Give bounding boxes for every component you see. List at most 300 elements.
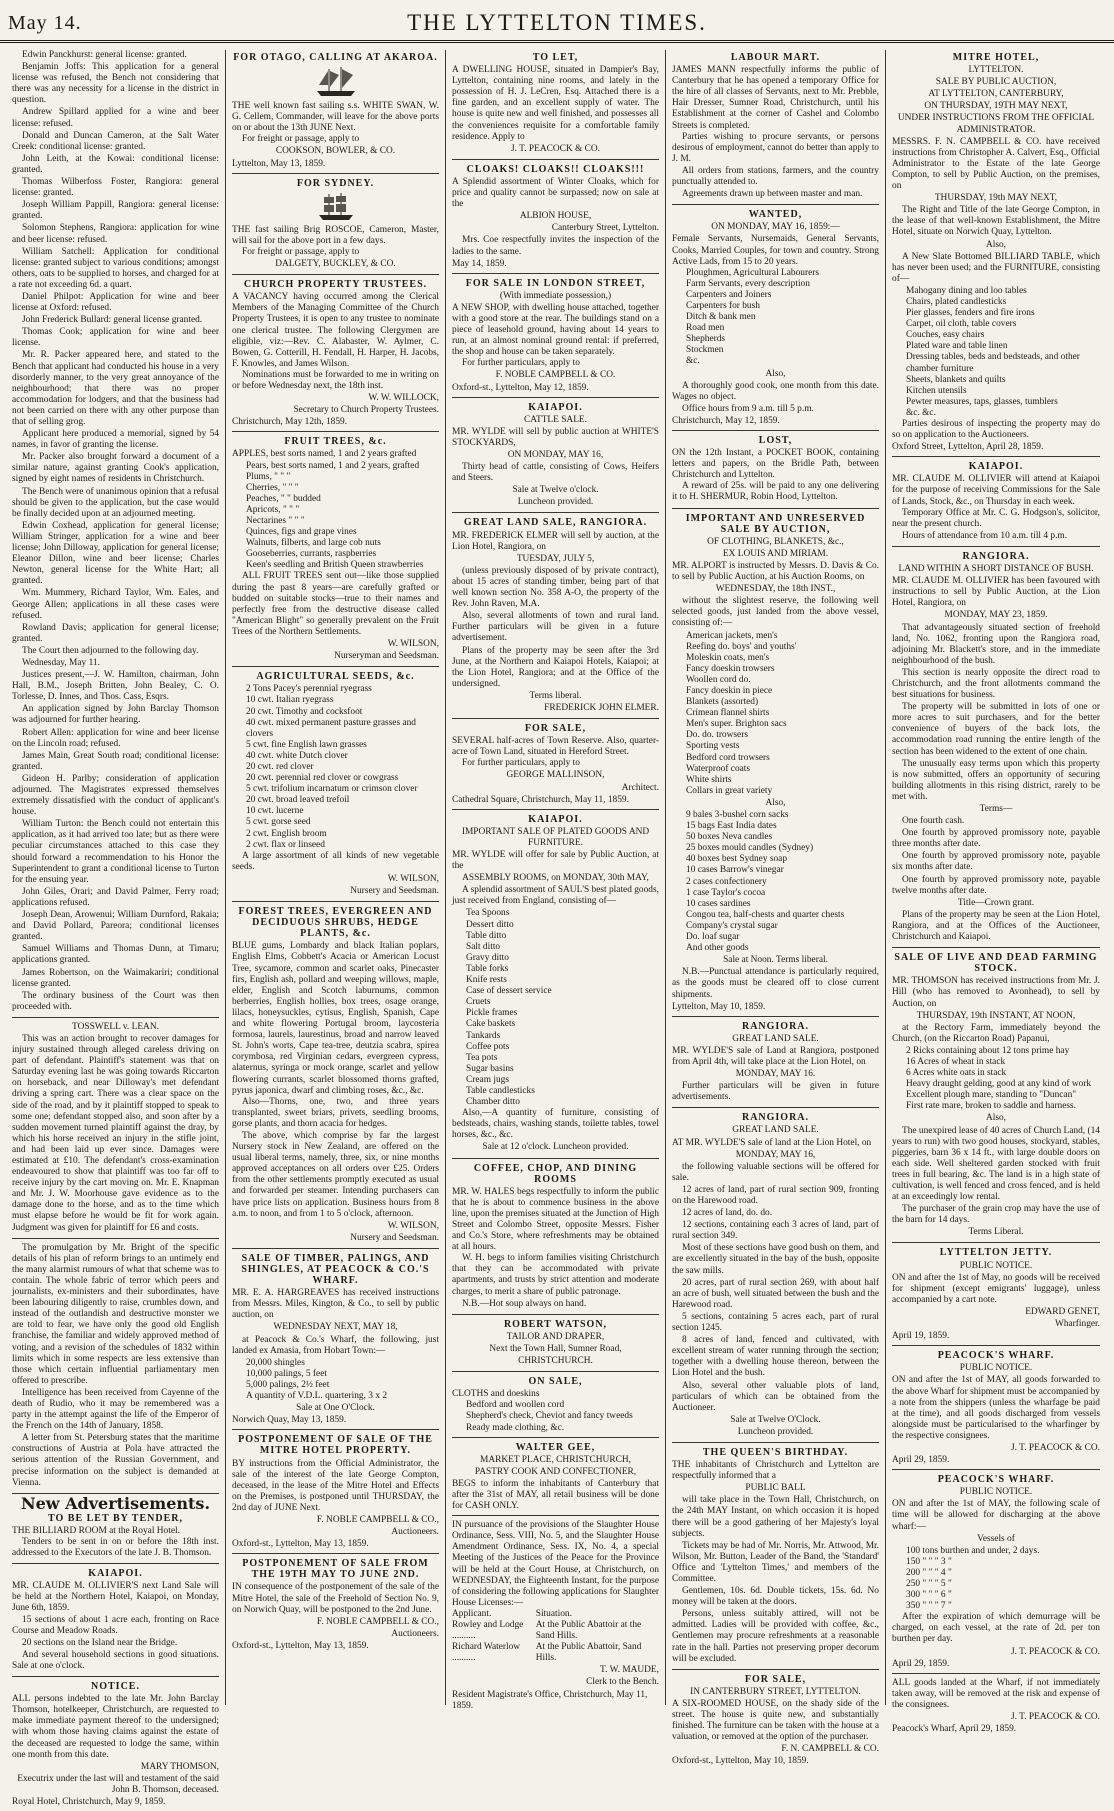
ad-text: Luncheon provided. (517, 497, 594, 508)
ad-text: Terms liberal. (529, 690, 582, 701)
ad-date: April 29, 1859. (892, 1455, 950, 1466)
list-item: Shepherd's check, Cheviot and fancy tweeds (466, 1411, 633, 1422)
ad-text: Thirty head of cattle, consisting of Cows, Heifers and Steers. (452, 462, 659, 484)
list-item: 100 tons burthen and under, 2 days. (906, 1545, 1040, 1556)
table-cell: At the Public Abattoir at the Sand Hills. (535, 1620, 642, 1642)
ad-signature: F. NOBLE CAMPBELL & CO. (495, 370, 616, 381)
goods-landed-notice (892, 1678, 1100, 1738)
report-paragraph: The Bench were of unanimous opinion that a refusal should be given to the application, but the case would be finally decided upon at an adjourned meeting. (12, 486, 219, 519)
list-item: Apricots, " " " (246, 504, 300, 515)
ad-title: ROBERT WATSON, (503, 1318, 608, 1330)
table-row (452, 1642, 659, 1664)
coffee-rooms-ad (452, 1163, 659, 1315)
list-item: Case of dessert service (466, 986, 552, 997)
ad-signature: W. WILSON, (387, 873, 439, 884)
ad-date: Cathedral Square, Christchurch, May 11, 1859. (452, 794, 629, 805)
news-items (12, 1243, 219, 1494)
ad-text: All orders from stations, farmers, and the country punctually attended to. (672, 165, 879, 188)
list-item: Moleskin coats, men's (686, 652, 770, 663)
ad-text: For freight or passage, apply to (242, 246, 360, 257)
ad-text: MR. CLAUDE M. OLLIVIER has been favoured with instructions to sell by Public Auction, at the Lion Hotel, Rangiora, on (892, 576, 1100, 609)
list-item: Shepherds (686, 334, 726, 345)
on-sale-ad (452, 1376, 659, 1437)
ad-signature: J. T. PEACOCK & CO. (1011, 1712, 1100, 1723)
ad-text: Also, several other valuable plots of land, particulars of which can be obtained from the Auctioneer. (672, 1380, 879, 1413)
column-3 (446, 50, 666, 1711)
table-header: Applicant. (452, 1608, 492, 1619)
new-ads-heading: New Advertisements. (20, 1493, 211, 1513)
report-paragraph: William Turton: the Bench could not entertain this application, as it had arrived too late; but as there were peculiar circumstances attached to this case they should forward a recommendation to his Honor the Superintendent to grant a conditional license to Turton for the ensuing year. (12, 819, 219, 885)
ad-text: Sale at 12 o'clock. Luncheon provided. (482, 1142, 629, 1153)
ad-subtitle: MONDAY, MAY 23, 1859. (944, 610, 1048, 621)
ad-date: Lyttelton, May 13, 1859. (232, 158, 326, 169)
list-item: Keen's seedling and British Queen strawberries (246, 560, 424, 571)
table-row (452, 1609, 659, 1620)
ad-text: APPLES, best sorts named, 1 and 2 years grafted (232, 449, 417, 460)
ad-text: The property will be submitted in lots of one or more acres to suit purchasers, and for the better convenience of buyers of the back lots, the accommodation road running the entire length of the section has been widened to the extent of one chain. (892, 702, 1100, 757)
to-let-ad (452, 52, 659, 160)
list-item: Coffee pots (466, 1041, 510, 1052)
ad-signature: DALGETY, BUCKLEY, & CO. (275, 259, 396, 270)
billiard-ad (12, 1513, 219, 1564)
list-item: 10 cwt. Italian ryegrass (246, 695, 334, 706)
ad-text: Female Servants, Nursemaids, General Servants, Cooks, Married Couples, for town and country. Strong Active Lads, from 15 to 20 years. (672, 234, 879, 267)
ad-signature: J. T. PEACOCK & CO. (1011, 1646, 1100, 1657)
labour-mart-ad (672, 52, 879, 205)
ad-text: N.B.—Hot soup always on hand. (462, 1298, 587, 1309)
list-item: And other goods (686, 943, 749, 954)
ad-signature: Architect. (621, 782, 659, 793)
report-paragraph: Rowland Davis; application for general license; granted. (12, 622, 219, 644)
ad-subtitle: MONDAY, MAY 16. (735, 1069, 816, 1080)
ad-subtitle: EX LOUIS AND MIRIAM. (722, 548, 829, 559)
list-item: Mahogany dining and loo tables (906, 285, 1027, 296)
list-item: Cream jugs (466, 1074, 509, 1085)
great-land-sale-ad (452, 517, 659, 719)
ad-text: The purchaser of the grain crop may have the use of the barn for 14 days. (892, 1204, 1100, 1226)
notice-ad (12, 1681, 219, 1811)
report-paragraph: Robert Allen: application for wine and beer license on the Lincoln road; refused. (12, 727, 219, 749)
ad-text: Parties desirous of inspecting the property may do so on application to the Auctioneers. (892, 419, 1100, 441)
report-paragraph: Gideon H. Parlby; consideration of application adjourned. The Magistrates expressed themselves extremely dissatisfied with the conduct of applicant's house. (12, 773, 219, 818)
lost-ad (672, 435, 879, 509)
column-2 (226, 50, 446, 1705)
ad-date: Resident Magistrate's Office, Christchurch, May 11, 1859. (452, 1689, 648, 1711)
ad-subtitle: OF CLOTHING, BLANKETS, &c., (707, 536, 844, 547)
report-paragraph: The Court then adjourned to the following day. (22, 645, 199, 656)
ad-text: MR. E. A. HARGREAVES has received instructions from Messrs. Miles, Kington, & Co., to sell by public auction, on (232, 1288, 439, 1321)
list-item: 20,000 shingles (246, 1357, 305, 1368)
list-item: 20 cwt. Timothy and cocksfoot (246, 706, 363, 717)
ad-subtitle: MARKET PLACE, CHRISTCHURCH, (480, 1454, 631, 1465)
list-item: Chairs, plated candlesticks (906, 296, 1007, 307)
report-paragraph: William Satchell: Application for conditional license: granted subject to various conditions; amongst others, oats to be supplied to horses, and charged for at a rate not exceeding 6d. a quart. (12, 246, 219, 290)
ad-signature: Secretary to Church Property Trustees. (293, 405, 439, 416)
ad-title: AGRICULTURAL SEEDS, &c. (256, 671, 415, 683)
ad-text: 12 acres of land, part of rural section 909, fronting on the Harewood road. (672, 1184, 879, 1206)
list-item: Dressing tables, beds and bedsteads, and other chamber furniture (906, 352, 1080, 374)
ad-text: IN consequence of the postponement of the sale of the Mitre Hotel, the sale of the Freehold of Section No. 9, on Norwich Quay, will be postponed to the 2nd June. (232, 1582, 439, 1615)
ad-subtitle: CATTLE SALE. (523, 414, 587, 425)
ad-title: RANGIORA. (741, 1112, 810, 1124)
ad-signature: Auctioneers. (391, 1527, 439, 1538)
list-item: 5 cwt. trifolium incarnatum or crimson clover (246, 784, 418, 795)
otago-shipping-ad (232, 52, 439, 174)
watson-ad (452, 1319, 659, 1372)
jetty-notice (892, 1247, 1100, 1346)
masthead (0, 0, 1114, 43)
ad-text: A DWELLING HOUSE, situated in Dampier's Bay, Lyttelton, containing nine rooms, and lately in the possession of H. J. LeCren, Esq. Attached there is a fine garden, and an excellent supply of water. The house is quite new and well finished, and possesses all the conveniences requisite for a comfortable family residence. Apply to (452, 65, 659, 142)
list-item: Cake baskets (466, 1019, 516, 1030)
ship-icon (313, 65, 359, 99)
ad-text: Luncheon provided. (737, 1426, 814, 1437)
list-item: 10,000 palings, 5 feet (246, 1368, 327, 1379)
ad-title: KAIAPOI. (528, 401, 583, 413)
ad-text: MR. ALPORT is instructed by Messrs. D. Davis & Co. to sell by Public Auction, at his Auction Rooms, on (672, 560, 879, 583)
ad-text: One fourth by approved promissory note, payable six months after date. (892, 851, 1100, 873)
ad-subtitle: TUESDAY, JULY 5, (516, 553, 595, 564)
report-paragraph: Mr. Packer also brought forward a document of a similar nature, against granting Cook's application, signed by eight names of residents in Christchurch. (12, 452, 219, 485)
ad-title: WALTER GEE, (515, 1441, 596, 1453)
table-header: Situation. (535, 1608, 572, 1619)
report-paragraph: Joseph Dean, Arowenui; William Durnford, Rakaia; and David Pollard, Pareora; conditional licenses granted. (12, 910, 219, 943)
list-item: Bedford cord trowsers (686, 752, 770, 763)
ad-text: MR. WYLDE will offer for sale by Public Auction, at the (452, 850, 659, 872)
ad-date: Christchurch, May 12, 1859. (672, 415, 780, 426)
list-item: 10 cases Barrow's vinegar (686, 865, 784, 876)
ad-date: Oxford-st., Lyttelton, May 12, 1859. (452, 382, 589, 393)
list-item: Collars in great variety (686, 785, 773, 796)
ad-text: ALL persons indebted to the late Mr. John Barclay Thomson, hotelkeeper, Christchurch, are requested to make immediate payment thereof to the undersigned; with whom those having claims against the estate of the deceased are requested to lodge the same, within one month from this date. (12, 1694, 219, 1760)
list-item: Crimean flannel shirts (686, 708, 770, 719)
ad-text: Plans of the property may be seen at the Lion Hotel, Rangiora, and at the Offices of the Auctioneer, Christchurch and Kaiapoi. (892, 909, 1100, 943)
ad-text: The unexpired lease of 40 acres of Church Land, (14 years to run) with two good houses, stockyard, stables, piggeries, barn 36 x 14 ft., with large double doors on each side. Well sheltered garden stocked with fruit trees in full bearing, &c. The land is in a high state of cultivation, is well fenced and cross fenced, and is held at an exceedingly low rental. (892, 1125, 1100, 1203)
ad-text: Parties wishing to procure servants, or persons desirous of employment, cannot do better than apply to J. M. (672, 131, 879, 164)
ad-signature: Auctioneers. (391, 1628, 439, 1639)
list-item: Peaches, " " budded (246, 493, 321, 504)
ad-text: BLUE gums, Lombardy and black Italian poplars, English Elms, Cobbett's Acacia or American Locust Tree, sycamore, common and scarlet oaks, Pinecaster firs, English ash, pollard and weeping willows, maple, elder, English and Scotch laburnums, common berberries, English hollies, box trees, osage orange, lilacs, honeysuckles, cytisus, English, Spanish, Cape and white flowering Portugal broom, laycosteria formosa, laurels, laurestinus, broad and narrow leaved St. John's worts, Cape tea-tree, deutzia scabra, spirea corymbosa, red Virginian cedars, evergreen cypress, alaternus, syringa or mock orange, scarlet and yellow flowering currants, scarlet blossomed thorns grafted, pyrus japonica, dwarf and climbing roses, &c., &c. (232, 941, 439, 1096)
ad-signature: FREDERICK JOHN ELMER. (544, 702, 659, 713)
list-item: 350 " " " 7 " (906, 1601, 952, 1612)
ad-date: Norwich Quay, May 13, 1859. (232, 1415, 347, 1426)
ad-text: 12 sections, containing each 3 acres of land, part of rural section 349. (672, 1220, 879, 1242)
ad-title: SALE OF LIVE AND DEAD FARMING STOCK. (894, 952, 1098, 975)
peacocks-wharf-notice-2 (892, 1474, 1100, 1674)
ad-text: Also,—A quantity of furniture, consisting of bedsteads, chairs, washing stands, toilette tables, towel horses, &c., &c. (452, 1108, 659, 1141)
column-1 (6, 50, 226, 1807)
report-paragraph: An application signed by John Barclay Thomson was adjourned for further hearing. (12, 704, 219, 726)
list-item: Cruets (466, 997, 491, 1008)
list-item: Walnuts, filberts, and large cob nuts (246, 538, 381, 549)
list-item: 40 cwt. white Dutch clover (246, 750, 348, 761)
ad-title: KAIAPOI. (528, 813, 583, 825)
ad-text: One fourth cash. (902, 816, 965, 827)
ad-title: POSTPONEMENT OF SALE OF THE MITRE HOTEL PROPERTY. (238, 1434, 433, 1457)
ad-text: MR. CLAUDE M. OLLIVIER will attend at Kaiapoi for the purpose of receiving Commissions for the Sale of Lands, Stock, &c., on Thursday in each week. (892, 474, 1100, 507)
list-item: 150 " " " 3 " (906, 1556, 952, 1567)
table-cell: Richard Waterlow .......... (452, 1642, 521, 1664)
ad-signature: COOKSON, BOWLER, & CO. (275, 146, 396, 157)
ad-signature: Wharfinger. (1054, 1319, 1100, 1330)
ad-signature: EDWARD GENET, (1025, 1306, 1100, 1317)
ad-title: TO BE LET BY TENDER, (48, 1512, 183, 1524)
ad-text: Mrs. Coe respectfully invites the inspection of the ladies to the same. (452, 235, 659, 257)
ad-subtitle: LAND WITHIN A SHORT DISTANCE OF BUSH. (898, 564, 1094, 575)
ad-signature: F. N. CAMPBELL & CO. (781, 1744, 879, 1755)
list-item: Salt ditto (466, 941, 501, 952)
ad-text: Tickets may be had of Mr. Norris, Mr. Attwood, Mr. Wilson, Mr. Button, Leader of the Band, the 'Standard' Office and 'Lyttelton Times,' and members of the Committee. (672, 1540, 879, 1584)
ad-subtitle: Also, (765, 797, 786, 808)
ad-subtitle: TAILOR AND DRAPER, (506, 1331, 605, 1342)
list-item: 20 cwt. red clover (246, 761, 314, 772)
list-item: 2 cwt. flax or linseed (246, 839, 325, 850)
sydney-shipping-ad (232, 178, 439, 275)
ad-title: ON SALE, (528, 1376, 583, 1388)
list-item: 2 Tons Pacey's perennial ryegrass (246, 684, 372, 695)
list-item: Table ditto (466, 930, 507, 941)
report-paragraph: Donald and Duncan Cameron, at the Salt Water Creek: conditional license: granted. (12, 130, 219, 152)
list-item: Tankards (466, 1030, 501, 1041)
ad-signature: Clerk to the Bench. (586, 1677, 659, 1688)
ad-title: FOR SYDNEY. (296, 177, 375, 189)
list-item: Sheets, blankets and quilts (906, 374, 1006, 385)
ad-text: Hours of attendance from 10 a.m. till 4 p.m. (902, 530, 1068, 541)
ad-date: May 14, 1859. (452, 258, 507, 269)
ad-text: W. H. begs to inform families visiting Christchurch that they can be accommodated with private apartments, and trusts by strict attention and moderate charges, to merit a share of public patronage. (452, 1253, 659, 1297)
ad-date: Christchurch, May 12th, 1859. (232, 417, 348, 428)
ad-subtitle: Also, (985, 239, 1007, 250)
ad-text: 5 sections, containing 5 acres each, part of rural section 1245. (672, 1311, 879, 1334)
ad-date: April 19, 1859. (892, 1331, 950, 1342)
ad-text: A Splendid assortment of Winter Cloaks, which for price and quality cannot be surpassed; now on sale at the (452, 176, 659, 210)
ad-date: Oxford-st., Lyttelton, May 10, 1859. (672, 1756, 809, 1767)
issue-date: May 14. (8, 12, 82, 34)
ad-title: MITRE HOTEL, (952, 52, 1040, 63)
news-paragraph: The promulgation by Mr. Bright of the specific details of his plan of reform brings to an untimely end the many alarmist rumours of what that scheme was to contain. The whole fabric of terror which peers and journalists, ex-ministers and their subordinates, have been labouring diligently to raise, crumbles down, and instead of the outlandish and destructive monster we are told to fear, we have only the good old English franchise, the familiar and widely approved method of voting, and a revision of the schedules of 1832 within limits which in some respects are less extensive than those which certain influential parliamentary men offered to prescribe. (12, 1242, 219, 1386)
ad-title: PEACOCK'S WHARF. (937, 1350, 1055, 1362)
case-title: TOSSWELL v. LEAN. (72, 1021, 159, 1032)
list-item: Do. loaf sugar (686, 932, 740, 943)
list-item: Pickle frames (466, 1008, 518, 1019)
list-item: Quinces, figs and grape vines (246, 527, 357, 538)
list-item: 200 " " " 4 " (906, 1567, 952, 1578)
list-item: 10 cwt. lucerne (246, 806, 304, 817)
list-item: Tea pots (466, 1052, 498, 1063)
ad-title: CLOAKS! CLOAKS!! CLOAKS!!! (466, 163, 645, 175)
list-item: 10 cases sardines (686, 898, 751, 909)
ad-text: MR. WYLDE will sell by public auction at WHITE'S STOCKYARDS, (452, 426, 659, 448)
ad-text: the following valuable sections will be offered for sale. (672, 1161, 879, 1183)
ad-subtitle: GREAT LAND SALE. (732, 1033, 819, 1044)
list-item: Ditch & bank men (686, 312, 756, 323)
mitre-hotel-ad (892, 52, 1100, 457)
list-item: First rate mare, broken to saddle and harness. (906, 1101, 1076, 1112)
cattle-sale-ad (452, 402, 659, 514)
ad-text: MR. FREDERICK ELMER will sell by auction, at the Lion Hotel, Rangiora, on (452, 530, 659, 552)
report-paragraph: James Main, Great South road; conditional license: granted. (12, 750, 219, 772)
list-item: Waterproof coats (686, 763, 751, 774)
ad-text: After the expiration of which demurrage will be charged, on each vessel, at the rate of 2d. per ton burthen per day. (892, 1612, 1100, 1645)
list-item: Farm Servants, every description (686, 278, 810, 289)
ad-text: without the slightest reserve, the following well selected goods, just landed from the above vessel, consisting of:— (672, 596, 879, 629)
list-item: Gooseberries, currants, raspberries (246, 549, 377, 560)
news-paragraph: A letter from St. Petersburg states that the maritime constructions of Austria at Pola have attracted the serious attention of the Russian Government, and precise information on the subject is demanded at Vienna. (12, 1433, 219, 1488)
ad-date: Peacock's Wharf, April 29, 1859. (892, 1724, 1017, 1735)
wanted-ad (672, 209, 879, 431)
ad-subtitle: IMPORTANT SALE OF PLATED GOODS AND FURNITURE. (461, 826, 650, 848)
ad-signature: J. T. PEACOCK & CO. (1011, 1442, 1100, 1453)
list-item: Tea Spoons (466, 908, 510, 919)
cloaks-ad (452, 164, 659, 274)
london-street-ad (452, 278, 659, 398)
list-item: Kitchen utensils (906, 385, 967, 396)
newspaper-title: THE LYTTELTON TIMES. (407, 10, 707, 35)
ad-text: 20 acres, part of rural section 269, with about half an acre of bush, well situated between the bush and the Harewood road. (672, 1277, 879, 1310)
ad-subtitle: PUBLIC NOTICE. (959, 1260, 1033, 1271)
list-item: Knife rests (466, 975, 507, 986)
ad-text: For further particulars, apply to (462, 358, 580, 369)
list-item: Carpenters for bush (686, 300, 760, 311)
ad-title: COFFEE, CHOP, AND DINING ROOMS (473, 1162, 638, 1185)
ad-text: 12 acres of land, do. do. (682, 1208, 773, 1219)
list-item: Stockmen (686, 345, 724, 356)
ad-title: FOREST TREES, EVERGREEN AND DECIDUOUS SHRUBS, HEDGE PLANTS, &c. (238, 906, 433, 940)
ad-text: This section is nearly opposite the direct road to Christchurch, and the front allotments command the best situations for business. (892, 667, 1100, 701)
ad-text: Gentlemen, 10s. 6d. Double tickets, 15s. 6d. No money will be taken at the doors. (672, 1586, 879, 1608)
list-item: Couches, easy chairs (906, 330, 985, 341)
ad-text: For further particulars, apply to (462, 758, 580, 769)
ad-subtitle: ON MONDAY, MAY 16, 1859:— (711, 222, 840, 233)
postponement-mitre-ad (232, 1434, 439, 1554)
ad-signature: Executrix under the last will and testament of the said John B. Thomson, deceased. (17, 1773, 219, 1795)
ad-subtitle: Terms— (979, 804, 1013, 814)
ad-subtitle: ON THURSDAY, 19TH MAY NEXT, (924, 101, 1068, 112)
ad-text: A splendid assortment of SAUL'S best plated goods, just received from England, consisting of— (452, 885, 659, 907)
peacocks-wharf-notice-1 (892, 1350, 1100, 1470)
ad-signature: F. NOBLE CAMPBELL & CO., (316, 1514, 439, 1525)
ad-title: PEACOCK'S WHARF. (937, 1474, 1055, 1486)
ad-text: Sale at Twelve o'clock. (512, 485, 599, 496)
ad-text: The Right and Title of the late George Compton, in the lease of that well-known Establishment, the Mitre Hotel, situate on Norwich Quay, Lyttelton. (892, 205, 1100, 238)
list-item: 2 Ricks containing about 12 tons prime hay (906, 1045, 1070, 1056)
list-item: Pewter measures, taps, glasses, tumblers (906, 396, 1058, 407)
ad-subtitle: Vessels of (977, 1533, 1015, 1544)
list-item: Excellent plough mare, standing to "Duncan" (906, 1090, 1077, 1101)
report-paragraph: The ordinary business of the Court was then proceeded with. (12, 990, 219, 1012)
ad-title: WANTED, (748, 209, 803, 221)
ad-title: CHURCH PROPERTY TRUSTEES. (243, 279, 428, 291)
list-item: Chamber ditto (466, 1097, 520, 1108)
list-item: Woollen cord do. (686, 674, 751, 685)
ad-text: N.B.—Punctual attendance is particularly required, as the goods must be cleared off to close current shipments. (672, 967, 879, 1000)
ad-text: For freight or passage, apply to (242, 134, 360, 145)
column-5 (886, 50, 1106, 1735)
report-paragraph: John Frederick Bullard: general license granted. (22, 315, 203, 326)
list-item: Gravy ditto (466, 952, 509, 963)
ad-signature: J. T. PEACOCK & CO. (511, 143, 600, 154)
ad-signature: Nursery and Seedsman. (350, 1232, 439, 1243)
list-item: 25 boxes mould candles (Sydney) (686, 843, 814, 854)
ad-date: Lyttelton, May 10, 1859. (672, 1001, 766, 1012)
list-item: Fancy doeskin in piece (686, 685, 773, 696)
ad-subtitle: CHRISTCHURCH. (518, 1356, 593, 1367)
report-paragraph: Wm. Mummery, Richard Taylor, Wm. Eales, and George Allen; applications in all these cases were refused. (12, 588, 219, 621)
ad-signature: GEORGE MALLINSON, (506, 770, 605, 781)
list-item: &c. (686, 356, 700, 367)
ad-subtitle: UNDER INSTRUCTIONS FROM THE OFFICIAL ADMINISTRATOR. (897, 113, 1095, 135)
report-paragraph: Applicant here produced a memorial, signed by 54 names, in favor of granting the license. (12, 429, 219, 451)
ad-text: THE BILLIARD ROOM at the Royal Hotel. (12, 1525, 180, 1536)
ad-title: KAIAPOI. (968, 461, 1024, 473)
ad-text: A NEW SHOP, with dwelling house attached, together with a good store at the rear. The buildings stand on a piece of leasehold ground, having about 14 years to run, at an almost nominal ground rental: if preferred, the shop and house can be taken separately. (452, 302, 659, 358)
list-item: Congou tea, half-chests and quarter chests (686, 909, 845, 920)
kaiapoi-office-ad (892, 461, 1100, 547)
ad-text: 20 sections on the Island near the Bridge. (22, 1637, 178, 1648)
queens-birthday-ad (672, 1447, 879, 1670)
list-item: A quantity of V.D.L. quartering, 3 x 2 (246, 1391, 388, 1402)
table-cell: At the Public Abattoir, Sand Hills. (535, 1642, 642, 1664)
ad-signature: W. WILSON, (387, 639, 439, 650)
plated-goods-ad (452, 814, 659, 1159)
ad-text: THE fast sailing Brig ROSCOE, Cameron, Master, will sail for the above port in a few days. (232, 224, 439, 246)
ad-title: FOR SALE IN LONDON STREET, (465, 277, 646, 289)
ad-text: A New Slate Bottomed BILLIARD TABLE, which has never been used; and the FURNITURE, consisting of— (892, 251, 1100, 284)
list-item: Plated ware and table linen (906, 341, 1008, 352)
ad-text: 15 sections of about 1 acre each, fronting on Race Course and Meadow Roads. (12, 1614, 219, 1636)
ad-text: 8 acres of land, fenced and cultivated, with excellent stream of water running through the section; together with a dwelling house thereon, between the Lion Hotel and the bush. (672, 1335, 879, 1379)
list-item: Sugar basins (466, 1063, 514, 1074)
ad-subtitle: Also, (985, 1113, 1007, 1124)
list-item: Heavy draught gelding, good at any kind of work (906, 1079, 1092, 1090)
ad-text: A VACANCY having occurred among the Clerical Members of the Managing Committee of the Church Property Trustees, it is open to any trustee to nominate one clerical trustee. The following Clergymen are eligible, viz:—Rev. C. Alabaster, W. Aylmer, C. Bowen, G. Cotterill, H. Fendall, H. Harper, H. Jacobs, F. Knowles, and James Wilson. (232, 292, 439, 369)
ad-title: TO LET, (532, 52, 579, 63)
ad-subtitle: Canterbury Street, Lyttelton. (551, 223, 659, 234)
ad-text: ON and after the 1st of MAY, the following scale of time will be allowed for discharging at the above wharf:— (892, 1499, 1100, 1532)
ad-text: That advantageously situated section of freehold land, No. 1062, fronting upon the Rangiora road, adjoining Mr. Blackett's store, and in the immediate neighbourhood of the bush. (892, 622, 1100, 666)
slaughter-house-notice (452, 1520, 659, 1715)
ad-text: The unusually easy terms upon which this property is now submitted, offers an opportunity of securing building allotments in this rising district, rarely to be met with. (892, 758, 1100, 802)
ad-text: Office hours from 9 a.m. till 5 p.m. (682, 403, 814, 414)
list-item: 250 " " " 5 " (906, 1579, 952, 1589)
ad-title: RANGIORA. (741, 1020, 810, 1032)
ad-text: One fourth by approved promissory note, payable twelve months after date. (892, 874, 1100, 896)
ad-text: THE inhabitants of Christchurch and Lyttelton are respectfully informed that a (672, 1460, 879, 1482)
fruit-trees-ad (232, 436, 439, 667)
ad-subtitle: ON MONDAY, MAY 16, (507, 450, 604, 460)
report-paragraph: Joseph William Pappill, Rangiora: general license: granted. (12, 200, 219, 222)
list-item: 20 cwt. broad leaved trefoil (246, 795, 350, 806)
list-item: Sporting vests (686, 741, 740, 752)
report-paragraph: Edwin Panckhurst: general license: granted. (22, 50, 187, 60)
report-paragraph: Thomas Cook; application for wine and beer license. (12, 327, 219, 349)
ad-title: THE QUEEN'S BIRTHDAY. (702, 1446, 849, 1458)
ad-signature: Nurseryman and Seedsman. (334, 651, 439, 662)
forest-trees-ad (232, 906, 439, 1249)
list-item: Plums, " " " (246, 471, 291, 482)
ad-text: ALL goods landed at the Wharf, if not immediately taken away, will be removed at the risk and expense of the consignees. (892, 1677, 1100, 1710)
table-row (452, 1620, 659, 1642)
report-paragraph: James Robertson, on the Waimakariri; conditional license granted. (12, 967, 219, 989)
list-item: 15 bags East India dates (686, 821, 777, 832)
ad-subtitle: PUBLIC NOTICE. (959, 1363, 1033, 1374)
ad-date: Oxford-st., Lyttelton, May 13, 1859. (232, 1640, 369, 1651)
ad-title: IMPORTANT AND UNRESERVED SALE BY AUCTION, (685, 512, 866, 535)
ad-text: Further particulars will be given in future advertisements. (672, 1081, 879, 1103)
ad-subtitle: THURSDAY, 19th INSTANT, AT NOON, (916, 1010, 1076, 1021)
list-item: 40 boxes best Sydney soap (686, 854, 788, 865)
ad-signature: W. W. WILLOCK, (368, 393, 439, 404)
list-item: Cherries, " " " (246, 482, 299, 493)
